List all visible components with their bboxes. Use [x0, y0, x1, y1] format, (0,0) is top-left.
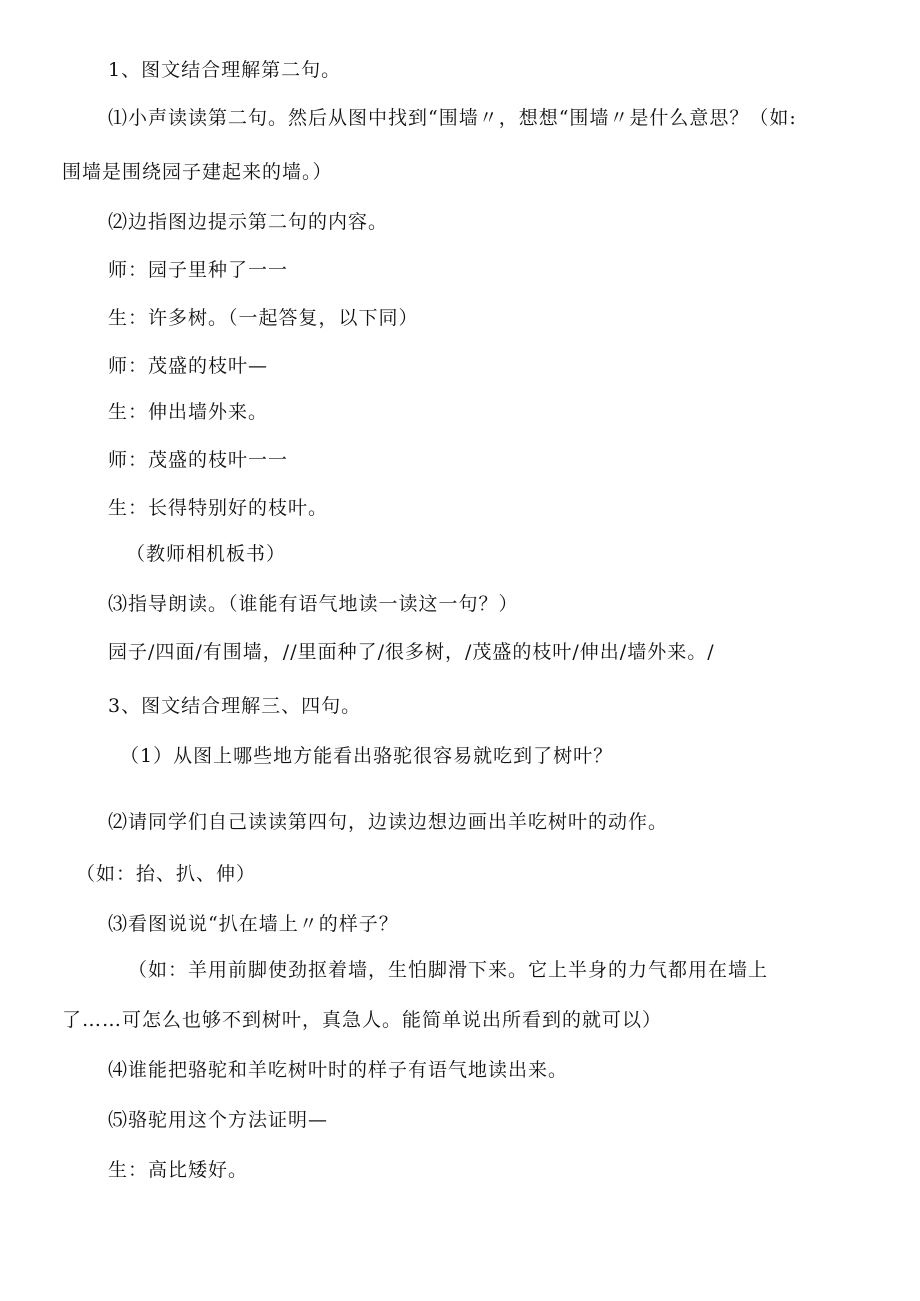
note: （教师相机板书）	[126, 543, 287, 565]
paragraph: 围墙是围绕园子建起来的墙。）	[62, 161, 333, 183]
dialogue-line: 生：许多树。（一起答复，以下同）	[108, 307, 419, 329]
paragraph: （如：抬、扒、伸）	[76, 863, 257, 885]
dialogue-line: 生：高比矮好。	[108, 1159, 249, 1181]
heading-1: 1、图文结合理解第二句。	[108, 59, 342, 81]
paragraph: （如：羊用前脚使劲抠着墙，生怕脚滑下来。它上半身的力气都用在墙上	[128, 959, 769, 981]
heading-3: 3、图文结合理解三、四句。	[108, 695, 362, 717]
dialogue-line: 师：茂盛的枝叶—	[108, 355, 269, 377]
paragraph: ⑸骆驼用这个方法证明—	[108, 1109, 329, 1131]
paragraph: ⑷谁能把骆驼和羊吃树叶时的样子有语气地读出来。	[108, 1059, 569, 1081]
paragraph: ⑵边指图边提示第二句的内容。	[108, 211, 389, 233]
reading-guide: 园子/四面/有围墙，//里面种了/很多树，/茂盛的枝叶/伸出/墙外来。/	[108, 641, 715, 663]
dialogue-line: 生：伸出墙外来。	[108, 401, 269, 423]
paragraph: （1）从图上哪些地方能看出骆驼很容易就吃到了树叶？	[120, 745, 614, 767]
paragraph: 了……可怎么也够不到树叶，真急人。能简单说出所看到的就可以）	[62, 1009, 663, 1031]
dialogue-line: 师：茂盛的枝叶一一	[108, 449, 289, 471]
paragraph: ⑵请同学们自己读读第四句，边读边想边画出羊吃树叶的动作。	[108, 811, 669, 833]
paragraph: ⑶看图说说“扒在墙上〃的样子？	[108, 913, 399, 935]
paragraph: ⑴小声读读第二句。然后从图中找到“围墙〃，想想“围墙〃是什么意思？（如:	[108, 107, 797, 129]
dialogue-line: 师：园子里种了一一	[108, 259, 289, 281]
dialogue-line: 生：长得特别好的枝叶。	[108, 497, 329, 519]
paragraph: ⑶指导朗读。（谁能有语气地读一读这一句？）	[108, 593, 519, 615]
